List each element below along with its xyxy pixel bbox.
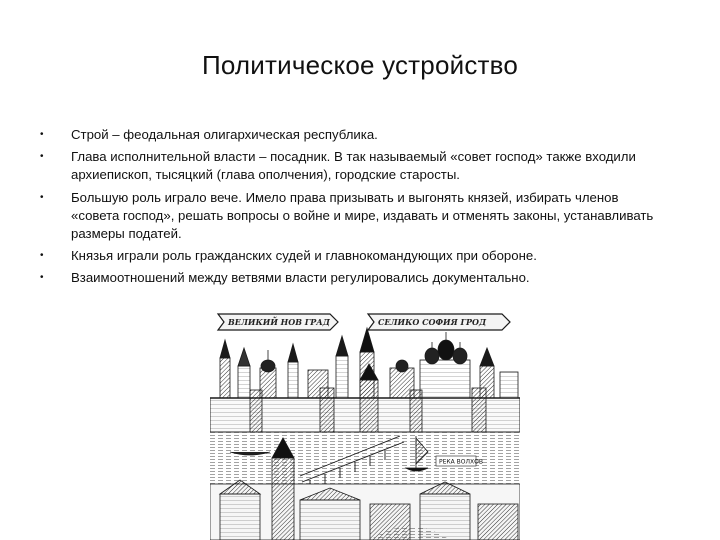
bullet-marker: • [40, 191, 44, 203]
banner-right [368, 314, 510, 330]
bullet-text: Взаимоотношений между ветвями власти регулировались документально. [71, 270, 530, 286]
slide-title: Политическое устройство [201, 50, 519, 80]
bullet-marker: • [40, 272, 44, 284]
bullet-marker: • [40, 151, 44, 163]
bullet-marker: • [40, 129, 44, 140]
svg-text:РЕКА ВОЛХОВ: РЕКА ВОЛХОВ [439, 458, 483, 466]
novgorod-engraving [210, 308, 520, 540]
engraving-svg [210, 308, 520, 540]
svg-text:ВЕЛИКИЙ НОВ ГРАД: ВЕЛИКИЙ НОВ ГРАД [228, 317, 330, 327]
bullet-item [40, 247, 670, 265]
bullet-item [40, 189, 670, 244]
bullet-text: Строй – феодальная олигархическая республика. [71, 127, 378, 142]
bullet-text: Глава исполнительной власти – посадник. В так называемый «совет господ» также входили архиепископ, тысяцкий (глава ополчения), городские старосты. [71, 149, 636, 183]
bullet-marker: • [40, 250, 44, 262]
bullet-item [40, 126, 670, 144]
svg-text:СЕЛИКО СОФИЯ ГРОД: СЕЛИКО СОФИЯ ГРОД [378, 317, 487, 327]
river-sign [436, 456, 483, 466]
banner-left [218, 314, 338, 330]
bullet-list [40, 126, 670, 288]
bullet-item [40, 269, 670, 287]
bullet-text: Князья играли роль гражданских судей и главнокомандующих при обороне. [71, 248, 537, 264]
bullet-text: Большую роль играло вече. Имело права призывать и выгонять князей, избирать членов «совета господ», решать вопросы о войне и мире, издавать и отменять законы, устанавливать размеры податей. [71, 189, 654, 242]
bullet-item [40, 148, 670, 184]
